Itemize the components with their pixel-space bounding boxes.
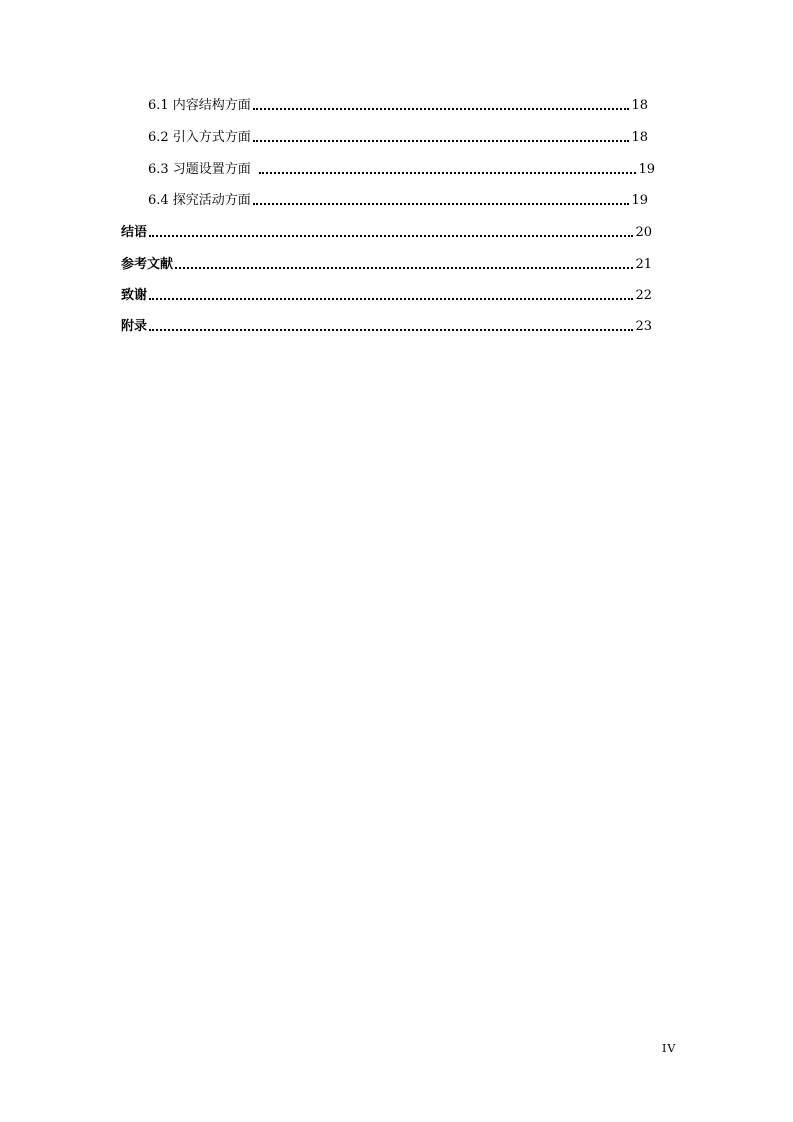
toc-leader-dots bbox=[253, 108, 630, 110]
toc-entry-page: 19 bbox=[631, 193, 648, 208]
toc-entry-conclusion[interactable] bbox=[121, 221, 652, 241]
toc-entry-page: 20 bbox=[635, 225, 652, 240]
toc-entry-page: 18 bbox=[631, 130, 648, 145]
toc-entry-6-4[interactable] bbox=[148, 189, 648, 209]
toc-entry-6-2[interactable] bbox=[148, 126, 648, 146]
toc-entry-page: 21 bbox=[635, 257, 652, 272]
toc-entry-page: 23 bbox=[635, 319, 652, 334]
toc-entry-title: 6.4 探究活动方面 bbox=[148, 193, 251, 208]
toc-entry-page: 18 bbox=[631, 98, 648, 113]
toc-entry-6-3[interactable] bbox=[148, 158, 655, 178]
toc-entry-title: 致谢 bbox=[121, 288, 148, 303]
toc-entry-title: 附录 bbox=[121, 319, 148, 334]
toc-entry-title: 6.3 习题设置方面 bbox=[148, 162, 251, 177]
toc-entry-acknowledgements[interactable] bbox=[121, 284, 652, 304]
toc-entry-6-1[interactable] bbox=[148, 94, 648, 114]
toc-leader-dots bbox=[253, 140, 630, 142]
toc-entry-appendix[interactable] bbox=[121, 315, 652, 335]
toc-entry-title: 6.2 引入方式方面 bbox=[148, 130, 251, 145]
toc-entry-references[interactable] bbox=[121, 253, 652, 273]
toc-entry-title: 6.1 内容结构方面 bbox=[148, 98, 251, 113]
toc-leader-dots bbox=[175, 267, 633, 269]
toc-leader-dots bbox=[253, 203, 630, 205]
toc-entry-page: 22 bbox=[635, 288, 652, 303]
toc-leader-dots bbox=[149, 298, 633, 300]
page-number: IV bbox=[662, 1042, 677, 1055]
toc-entry-title: 参考文献 bbox=[121, 257, 174, 272]
toc-leader-dots bbox=[149, 329, 633, 331]
toc-leader-dots bbox=[149, 235, 633, 237]
toc-leader-dots bbox=[259, 172, 637, 174]
toc-entry-title: 结语 bbox=[121, 225, 148, 240]
toc-entry-page: 19 bbox=[638, 162, 655, 177]
